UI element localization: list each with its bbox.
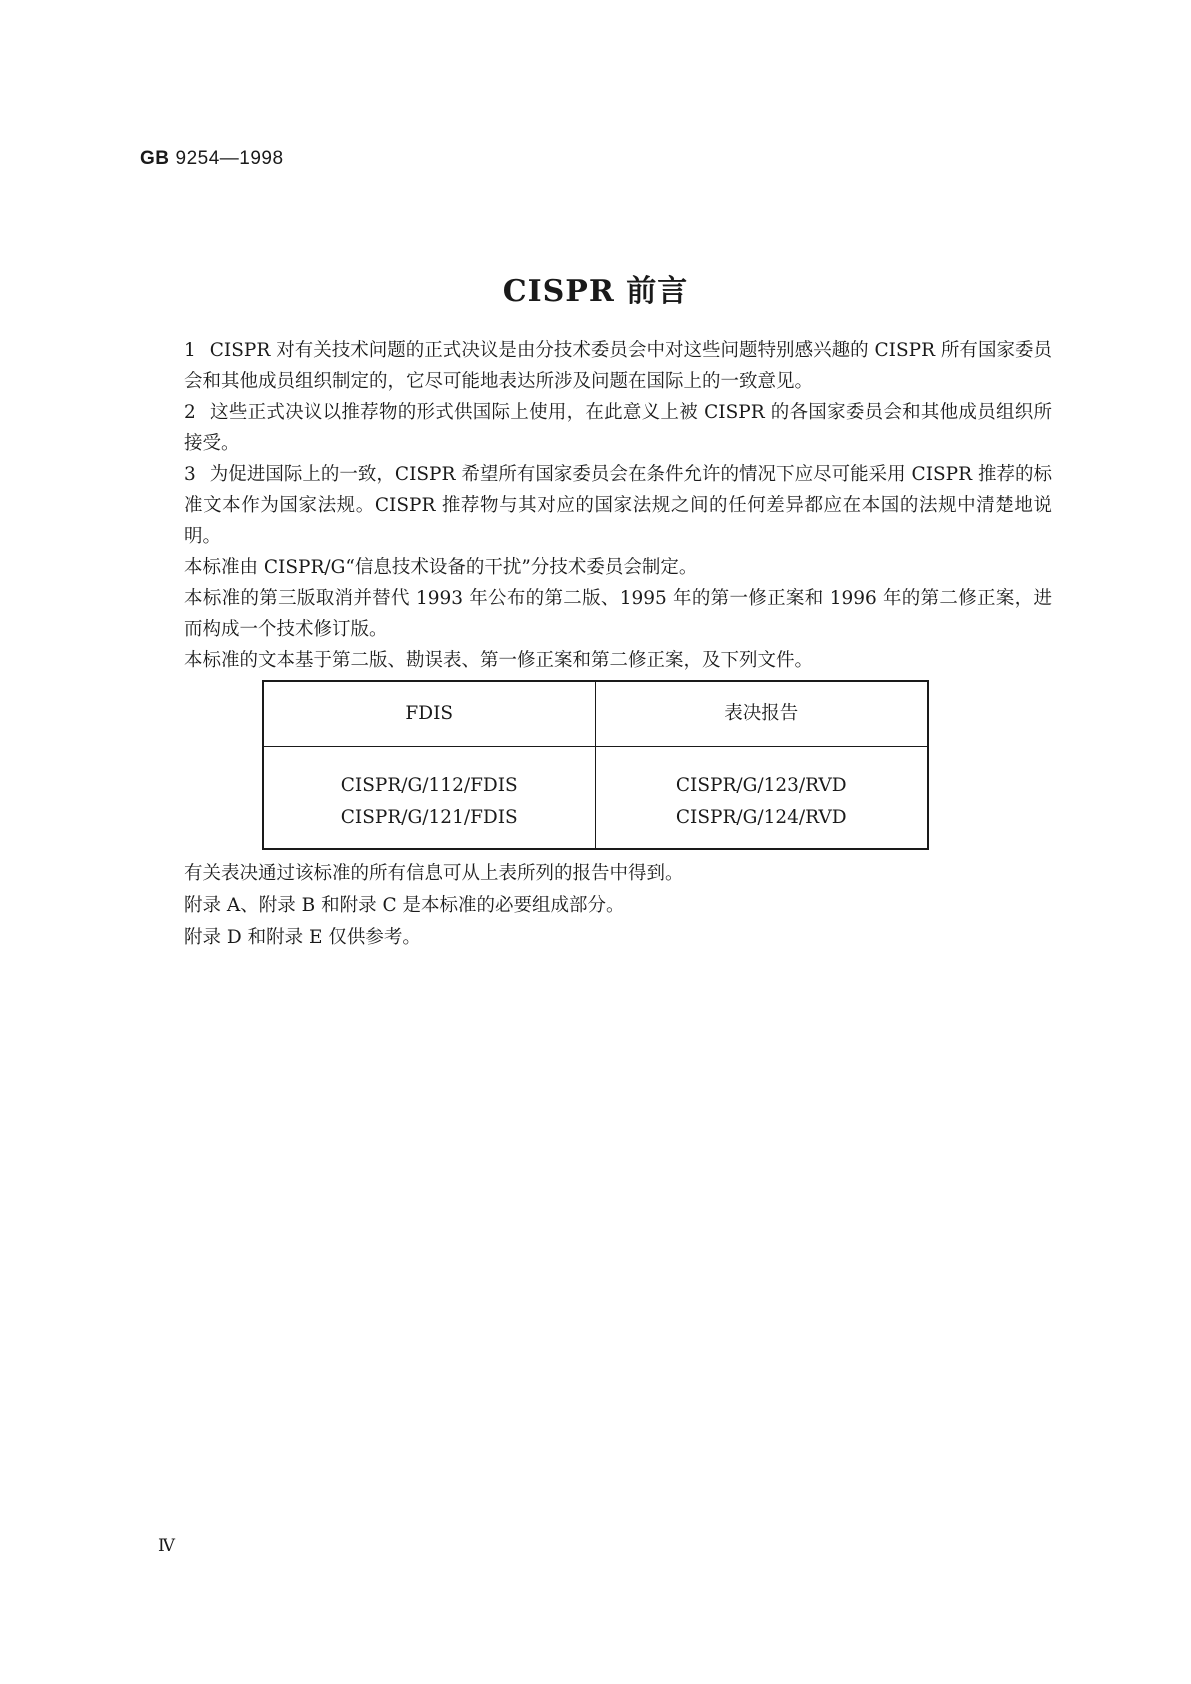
paragraph-1 xyxy=(184,335,1052,397)
standard-code: 9254—1998 xyxy=(175,148,284,169)
table-column-rvd xyxy=(596,746,928,850)
paragraph-3 xyxy=(184,459,1052,552)
table-cell: CISPR/G/123/RVD xyxy=(675,775,847,796)
note-normative-annexes: 附录 A、附录 B 和附录 C 是本标准的必要组成部分。 xyxy=(184,895,625,916)
table-cell: CISPR/G/112/FDIS xyxy=(340,775,518,796)
post-table-notes xyxy=(184,858,1052,954)
table-header-fdis: FDIS xyxy=(264,682,596,746)
paragraph-number: 3 xyxy=(184,464,196,485)
table-column-fdis xyxy=(264,746,596,850)
note-committee: 本标准由 CISPR/G“信息技术设备的干扰”分技术委员会制定。 xyxy=(184,557,698,578)
standard-number xyxy=(140,148,284,170)
note-voting-info: 有关表决通过该标准的所有信息可从上表所列的报告中得到。 xyxy=(184,863,684,884)
paragraph-2 xyxy=(184,397,1052,459)
paragraph-text: 为促进国际上的一致，CISPR 希望所有国家委员会在条件允许的情况下应尽可能采用 CISPR 推荐的标准文本作为国家法规。CISPR 推荐物与其对应的国家法规之间的任何差异都应在本国的法规中清楚地说明。 xyxy=(184,464,1052,547)
table-header-rvd: 表决报告 xyxy=(724,703,799,724)
table-cell: CISPR/G/121/FDIS xyxy=(340,807,518,828)
foreword-body xyxy=(184,335,1052,676)
table-cell: CISPR/G/124/RVD xyxy=(675,807,847,828)
note-basis: 本标准的文本基于第二版、勘误表、第一修正案和第二修正案，及下列文件。 xyxy=(184,650,814,671)
page-title: CISPR 前言 xyxy=(502,274,689,309)
note-edition: 本标准的第三版取消并替代 1993 年公布的第二版、1995 年的第一修正案和 1996 年的第二修正案，进而构成一个技术修订版。 xyxy=(184,588,1052,640)
table-body xyxy=(264,746,927,850)
paragraph-text: 这些正式决议以推荐物的形式供国际上使用，在此意义上被 CISPR 的各国家委员会和其他成员组织所接受。 xyxy=(184,402,1052,454)
note-informative-annexes: 附录 D 和附录 E 仅供参考。 xyxy=(184,927,421,948)
table-header-row xyxy=(264,682,927,747)
paragraph-number: 2 xyxy=(184,402,196,423)
standard-prefix: GB xyxy=(140,148,170,169)
documents-table xyxy=(262,680,929,850)
page-number: Ⅳ xyxy=(158,1536,175,1556)
paragraph-text: CISPR 对有关技术问题的正式决议是由分技术委员会中对这些问题特别感兴趣的 CISPR 所有国家委员会和其他成员组织制定的，它尽可能地表达所涉及问题在国际上的一致意见。 xyxy=(184,340,1052,392)
paragraph-number: 1 xyxy=(184,340,196,361)
